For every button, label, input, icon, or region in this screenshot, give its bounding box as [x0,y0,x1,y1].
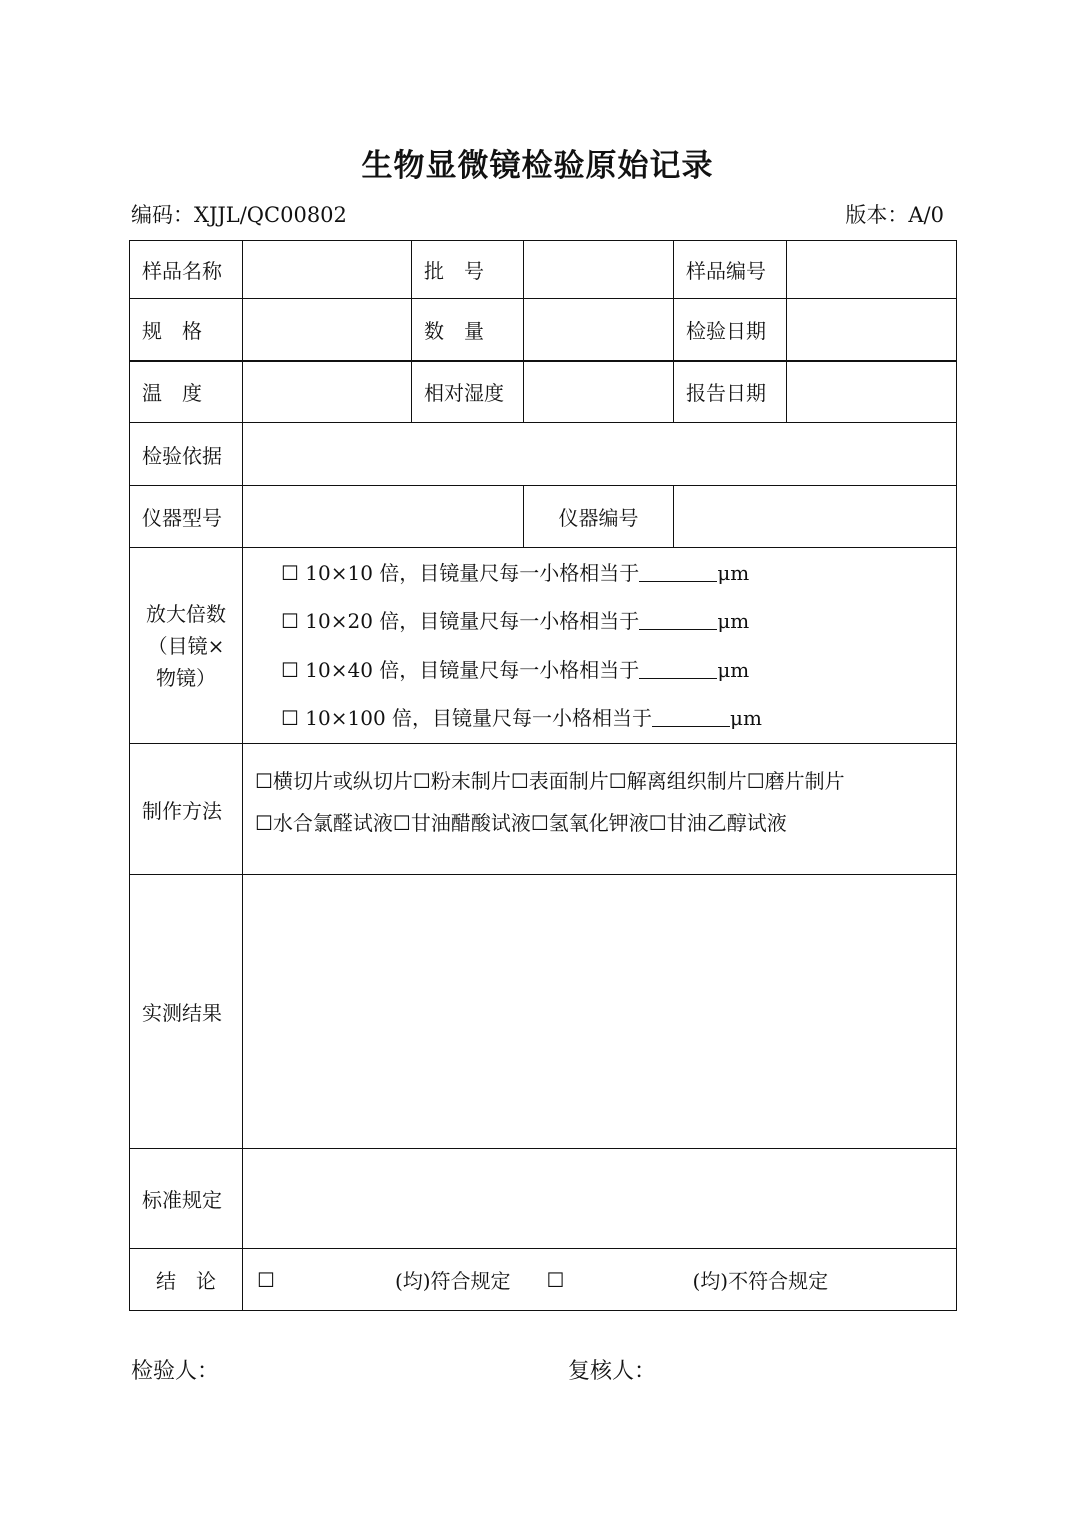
checkbox-10x10[interactable]: ☐ [281,560,299,585]
method-options [243,744,957,875]
nonconform-label: (均)不符合规定 [692,1269,829,1293]
methods-line-1[interactable]: ☐横切片或纵切片☐粉末制片☐表面制片☐解离组织制片☐磨片制片 [255,769,845,793]
label-quantity: 数 量 [412,299,524,361]
label-batch-no [412,241,524,299]
label-temperature: 温 度 [130,361,243,423]
magnification-label-line: （目镜× [147,633,225,658]
magnification-label-line: 放大倍数 [146,601,226,626]
unit-label: μm [730,706,763,730]
field-sample-no[interactable] [787,241,957,299]
field-sample-name[interactable] [243,241,412,299]
label-magnification [130,548,243,744]
label-report-date: 报告日期 [674,361,787,423]
magnification-option-10x40 [281,646,956,695]
label-basis: 检验依据 [130,423,243,486]
record-table [129,240,957,1311]
field-spec[interactable] [243,299,412,361]
magnification-text: 10×40 倍，目镜量尺每一小格相当于 [305,657,640,682]
magnification-options [243,548,957,744]
label-result: 实测结果 [130,875,243,1149]
magnification-text: 10×20 倍，目镜量尺每一小格相当于 [305,609,640,633]
checkbox-nonconform[interactable]: ☐ [546,1267,565,1292]
label-sample-name: 样品名称 [130,241,243,299]
label-instrument-model: 仪器型号 [130,486,243,548]
value-blank-10x20[interactable] [639,607,717,630]
field-basis[interactable] [243,423,957,486]
unit-label: μm [717,657,750,682]
field-report-date[interactable] [787,361,957,423]
label-humidity: 相对湿度 [412,361,524,423]
checkbox-10x100[interactable]: ☐ [281,706,299,730]
field-temperature[interactable] [243,361,412,423]
methods-line-2[interactable]: ☐水合氯醛试液☐甘油醋酸试液☐氢氧化钾液☐甘油乙醇试液 [255,811,787,835]
unit-label: μm [717,609,750,633]
checkbox-conform[interactable]: ☐ [257,1267,275,1292]
unit-label: μm [717,560,750,585]
magnification-option-10x100 [281,694,956,743]
field-batch-no[interactable] [524,241,674,299]
field-test-date[interactable] [787,299,957,361]
conclusion-options [243,1249,957,1311]
label-sample-no: 样品编号 [674,241,787,299]
document-code: 编码：XJJL/QC00802 [131,203,347,227]
field-standard[interactable] [243,1149,957,1249]
value-blank-10x10[interactable] [639,559,717,582]
label-instrument-no: 仪器编号 [524,486,674,548]
field-instrument-no[interactable] [674,486,957,548]
document-version: 版本：A/0 [845,203,944,227]
batch-no-text: 批 号 [424,259,484,283]
checkbox-10x40[interactable]: ☐ [281,657,299,682]
magnification-option-10x20 [281,597,956,646]
field-result[interactable] [243,875,957,1149]
inspector-label: 检验人： [131,1359,220,1384]
field-instrument-model[interactable] [243,486,524,548]
field-humidity[interactable] [524,361,674,423]
checkbox-10x20[interactable]: ☐ [281,609,299,633]
label-spec: 规 格 [130,299,243,361]
page-title: 生物显微镜检验原始记录 [361,148,714,184]
field-quantity[interactable] [524,299,674,361]
reviewer-label: 复核人： [568,1359,657,1384]
value-blank-10x40[interactable] [639,656,717,679]
magnification-option-10x10 [281,549,956,598]
magnification-text: 10×100 倍，目镜量尺每一小格相当于 [305,706,653,730]
conform-label: (均)符合规定 [394,1269,511,1293]
label-conclusion: 结 论 [130,1249,243,1311]
label-test-date: 检验日期 [674,299,787,361]
magnification-text: 10×10 倍，目镜量尺每一小格相当于 [305,560,640,585]
value-blank-10x100[interactable] [652,704,730,727]
label-standard: 标准规定 [130,1149,243,1249]
magnification-label-line: 物镜） [156,665,216,690]
label-method: 制作方法 [130,744,243,875]
